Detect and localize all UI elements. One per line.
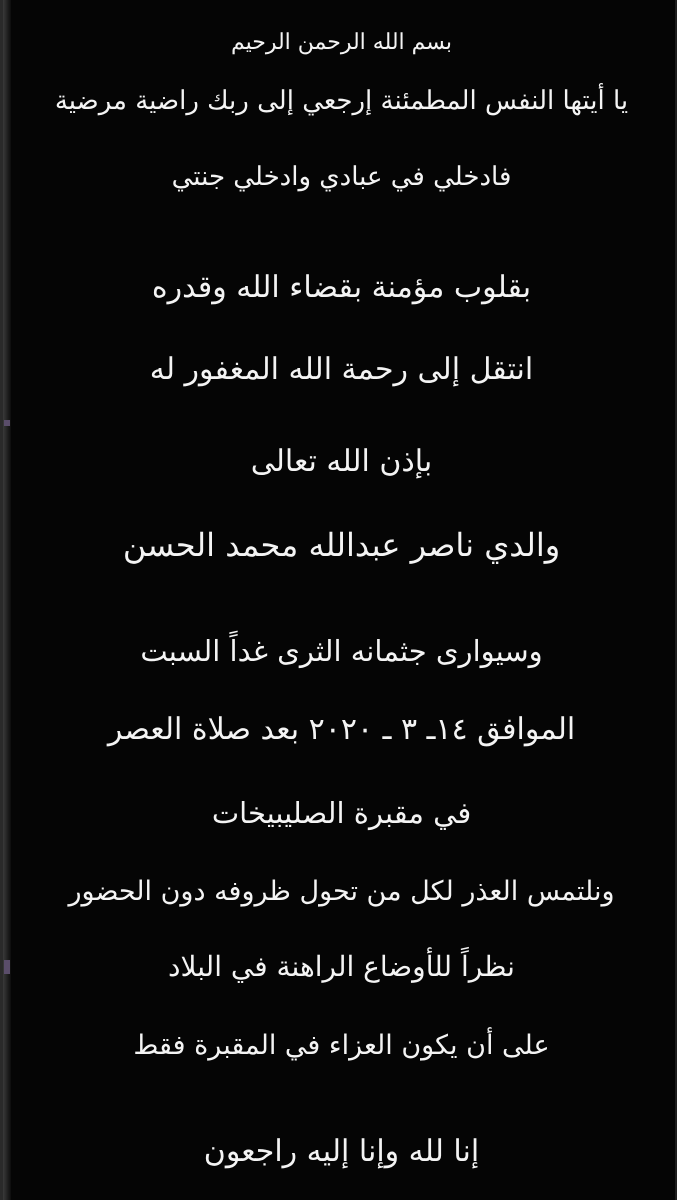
condolence-line: على أن يكون العزاء في المقبرة فقط (133, 1030, 550, 1061)
date-line: الموافق ١٤ـ ٣ ـ ٢٠٢٠ بعد صلاة العصر (107, 712, 576, 747)
closing-line: إنا لله وإنا إليه راجعون (203, 1134, 480, 1169)
intro-line: بقلوب مؤمنة بقضاء الله وقدره (151, 270, 532, 305)
verse-line-2: فادخلي في عبادي وادخلي جنتي (171, 162, 512, 192)
basmala: بسم الله الرحمن الرحيم (230, 30, 453, 55)
cemetery-line: في مقبرة الصليبيخات (211, 796, 472, 830)
burial-line: وسيوارى جثمانه الثرى غداً السبت (140, 634, 543, 668)
by-will-line: بإذن الله تعالى (250, 444, 433, 479)
passed-line: انتقل إلى رحمة الله المغفور له (149, 352, 534, 387)
verse-line-1: يا أيتها النفس المطمئنة إرجعي إلى ربك راضية مرضية (54, 86, 629, 116)
reason-line: نظراً للأوضاع الراهنة في البلاد (168, 950, 515, 983)
deceased-name-line: والدي ناصر عبدالله محمد الحسن (122, 526, 561, 564)
edge-mark (4, 420, 10, 426)
apology-line: ونلتمس العذر لكل من تحول ظروفه دون الحضور (68, 876, 615, 907)
